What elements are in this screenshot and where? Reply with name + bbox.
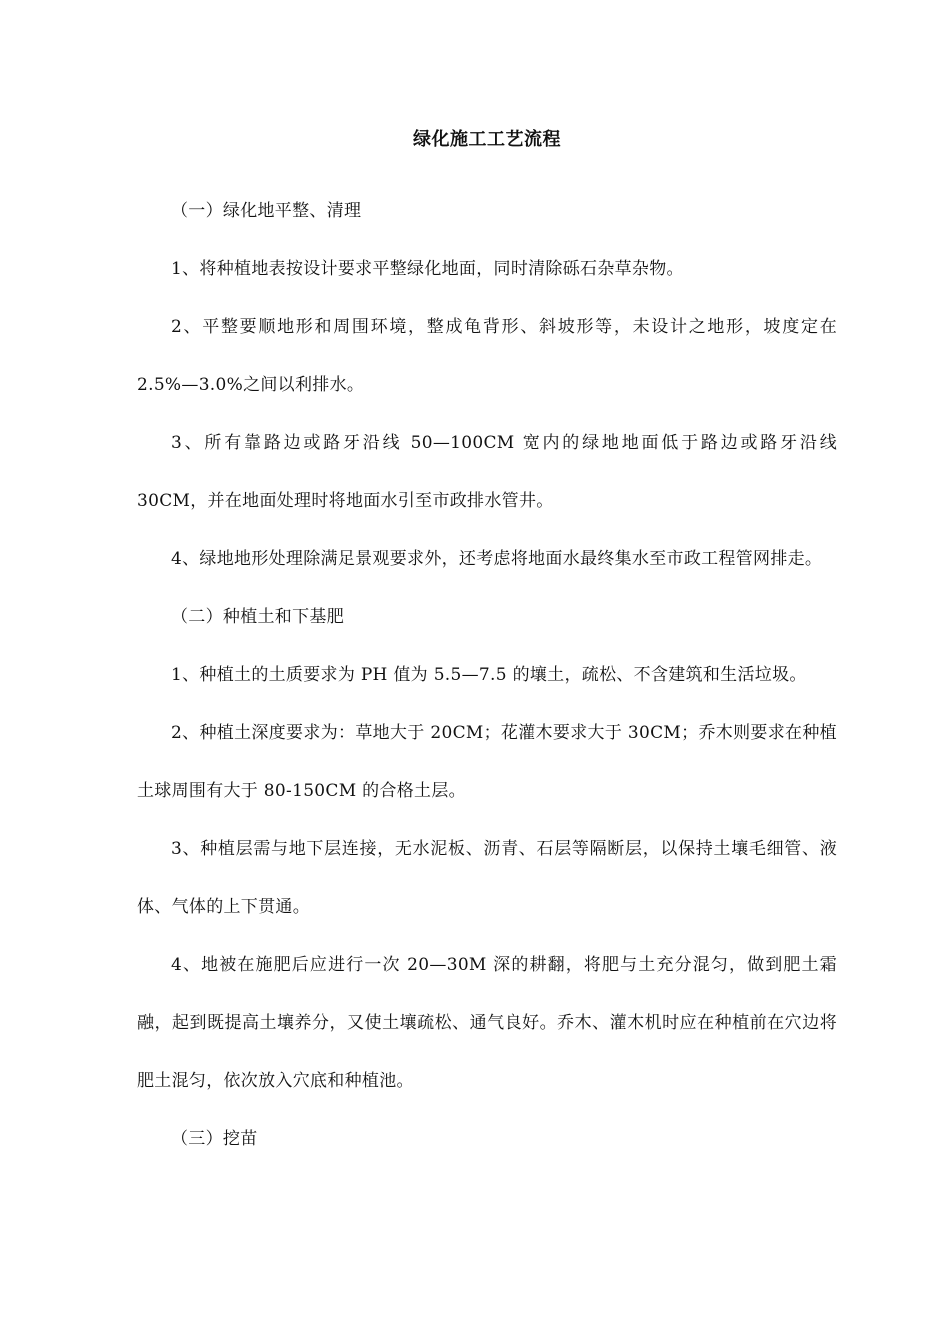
paragraph-1-4: 4、绿地地形处理除满足景观要求外，还考虑将地面水最终集水至市政工程管网排走。 [171, 549, 823, 569]
paragraph-1-3: 3、所有靠路边或路牙沿线 50—100CM 宽内的绿地地面低于路边或路牙沿线 30CM，并在地面处理时将地面水引至市政排水管井。 [137, 433, 837, 511]
document-body [137, 126, 837, 1168]
paragraph-1-1: 1、将种植地表按设计要求平整绿化地面，同时清除砾石杂草杂物。 [171, 259, 684, 279]
section-heading-3: （三）挖苗 [171, 1129, 258, 1149]
paragraph-2-1: 1、种植土的土质要求为 PH 值为 5.5—7.5 的壤土，疏松、不含建筑和生活垃圾。 [171, 665, 807, 685]
paragraph-2-3: 3、种植层需与地下层连接，无水泥板、沥青、石层等隔断层，以保持土壤毛细管、液体、气体的上下贯通。 [137, 839, 837, 917]
document-title: 绿化施工工艺流程 [413, 129, 561, 150]
paragraph-2-4: 4、地被在施肥后应进行一次 20—30M 深的耕翻，将肥与土充分混匀，做到肥土霜融，起到既提高土壤养分，又使土壤疏松、通气良好。乔木、灌木机时应在种植前在穴边将肥土混匀，依次放入穴底和种植池。 [137, 955, 837, 1091]
paragraph-2-2: 2、种植土深度要求为：草地大于 20CM；花灌木要求大于 30CM；乔木则要求在种植土球周围有大于 80-150CM 的合格土层。 [137, 723, 837, 801]
paragraph-1-2: 2、平整要顺地形和周围环境，整成龟背形、斜坡形等，未设计之地形，坡度定在 2.5%—3.0%之间以利排水。 [137, 317, 837, 395]
section-heading-1: （一）绿化地平整、清理 [171, 201, 362, 221]
section-heading-2: （二）种植土和下基肥 [171, 607, 344, 627]
